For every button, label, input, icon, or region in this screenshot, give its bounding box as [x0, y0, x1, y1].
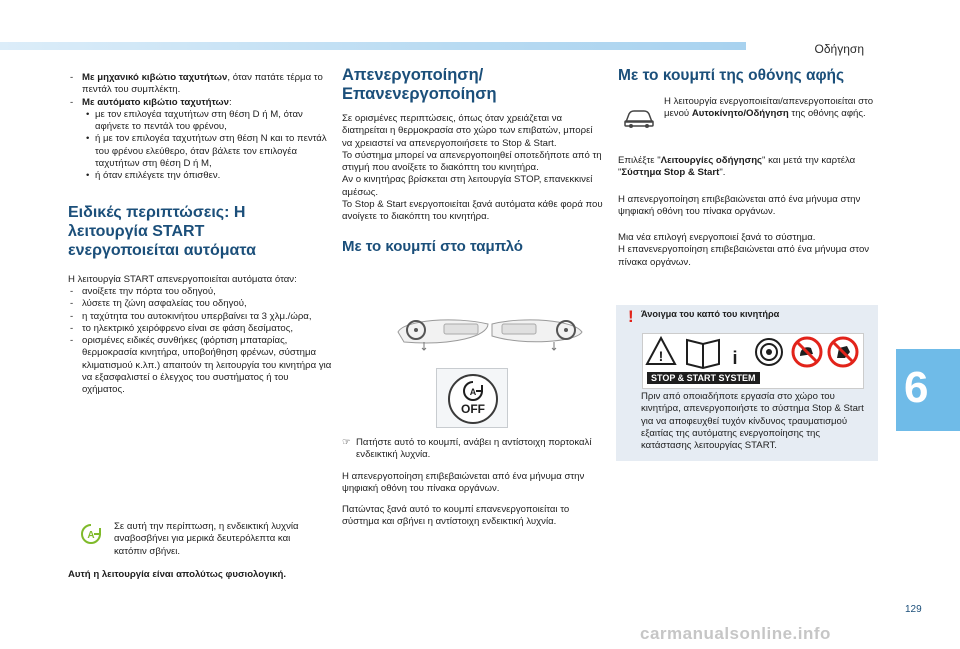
auto-gearbox-sublist: [68, 109, 332, 183]
gearbox-list: [68, 72, 332, 183]
car-screen-icon: [622, 106, 656, 135]
warning-box: [616, 305, 878, 461]
svg-text:i: i: [732, 348, 738, 368]
special-cases-list: [68, 286, 332, 397]
warning-exclamation-icon: !: [628, 307, 634, 326]
manual-gearbox-item: - Με μηχανικό κιβώτιο ταχυτήτων, όταν πατάτε τέρμα το πεντάλ του συμπλέκτη.: [68, 72, 332, 97]
svg-text:!: !: [658, 348, 664, 364]
middle-lower: [342, 437, 604, 538]
touchscreen-heading: Με το κουμπί της οθόνης αφής: [618, 67, 845, 84]
reselect-text: Μια νέα επιλογή ενεργοποιεί ξανά το σύστημα. Η επανενεργοποίηση επιβεβαιώνεται από ένα μήνυμα στον πίνακα οργάνων.: [618, 232, 870, 268]
deactivation-p4: Το Stop & Start ενεργοποιείται ξανά αυτόματα κάθε φορά που ανοίγετε το διακόπτη του κινητήρα.: [342, 199, 603, 223]
off-label: OFF: [461, 402, 485, 416]
watermark: carmanualsonline.info: [640, 624, 831, 643]
svg-text:A: A: [87, 530, 95, 541]
right-confirm-text: Η απενεργοποίηση επιβεβαιώνεται από ένα μήνυμα στην ψηφιακή οθόνη του πίνακα οργάνων.: [618, 193, 861, 217]
auto-start-icon: [450, 378, 496, 404]
dashboard-illustration: [394, 310, 586, 354]
special-cases-intro: Η λειτουργία START απενεργοποιείται αυτόματα όταν:: [68, 273, 297, 285]
list-item: - ανοίξετε την πόρτα του οδηγού,: [68, 286, 332, 298]
section-title: Οδήγηση: [814, 42, 864, 56]
dashboard-button-heading: Με το κουμπί στο ταμπλό: [342, 237, 523, 255]
auto-gearbox-item: - Με αυτόματο κιβώτιο ταχυτήτων: • με τον επιλογέα ταχυτήτων στη θέση D ή M, όταν αφήνετε το πεντάλ του φρένου, • ή με τον επιλογέα ταχυτήτων στη θέση N και το πεντάλ του φρένου ελεύθερο, όταν βάλετε τον επιλογέα ταχυτήτων στη θέση D ή M, • ή όταν επιλέγετε την όπισθεν.: [68, 97, 332, 183]
select-instruction: Επιλέξτε "Λειτουργίες οδήγησης" και μετά την καρτέλα "Σύστημα Stop & Start".: [618, 155, 856, 179]
chapter-tab: 6: [896, 349, 960, 431]
list-item: • ή όταν επιλέγετε την όπισθεν.: [68, 170, 332, 182]
middle-column: [342, 66, 604, 266]
sticker-label: STOP & START SYSTEM: [647, 372, 760, 384]
stop-start-sticker: [642, 333, 864, 389]
list-item: • ή με τον επιλογέα ταχυτήτων στη θέση N και το πεντάλ του φρένου ελεύθερο, όταν βάλετε τον επιλογέα ταχυτήτων στη θέση D ή M,: [68, 133, 332, 170]
sticker-pictograms: [643, 334, 863, 374]
top-accent-bar: [0, 42, 746, 50]
hand-pointer-icon: ☞: [342, 437, 351, 448]
deactivation-heading: Απενεργοποίηση/Επανενεργοποίηση: [342, 66, 497, 103]
list-item: - ορισμένες ειδικές συνθήκες (φόρτιση μπαταρίας, θερμοκρασία κινητήρα, υποβοήθηση φρένων, σύστημα κλιματισμού κ.λπ.) απαιτούν τη λειτουργία του κινητήρα για να εξασφαλιστεί ο έλεγχος του συστήματος ή του οχήματος.: [68, 335, 332, 396]
dashboard-drawing: [394, 310, 586, 354]
warning-text: Πριν από οποιαδήποτε εργασία στο χώρο του κινητήρα, απενεργοποιήστε το σύστημα Stop & Start για να αποφευχθεί τυχόν κίνδυνος τραυματισμού εξαιτίας της αυτόματης ενεργοποίησης της κατάστασης λειτουργίας START.: [641, 391, 864, 452]
note-text: Σε αυτή την περίπτωση, η ενδεικτική λυχνία αναβοσβήνει για μερικά δευτερόλεπτα και κατόπιν σβήνει.: [114, 521, 299, 557]
right-column: [618, 66, 880, 94]
confirm-text: Η απενεργοποίηση επιβεβαιώνεται από ένα μήνυμα στην ψηφιακή οθόνη του πίνακα οργάνων.: [342, 470, 585, 494]
left-column: [68, 72, 332, 407]
press-instruction: ☞ Πατήστε αυτό το κουμπί, ανάβει η αντίστοιχη πορτοκαλί ενδεικτική λυχνία.: [342, 437, 592, 461]
list-item: • με τον επιλογέα ταχυτήτων στη θέση D ή M, όταν αφήνετε το πεντάλ του φρένου,: [68, 109, 332, 134]
svg-text:A: A: [469, 387, 477, 397]
touch-intro: Η λειτουργία ενεργοποιείται/απενεργοποιείται στο μενού Αυτοκίνητο/Οδήγηση της οθόνης αφής.: [664, 96, 874, 120]
list-item: - η ταχύτητα του αυτοκινήτου υπερβαίνει τα 3 χλμ./ώρα,: [68, 311, 332, 323]
warning-title: Άνοιγμα του καπό του κινητήρα: [641, 309, 780, 319]
deactivation-p3: Αν ο κινητήρας βρίσκεται στη λειτουργία STOP, επανεκκινεί αμέσως.: [342, 174, 593, 198]
repress-text: Πατώντας ξανά αυτό το κουμπί επανενεργοποιείται το σύστημα και σβήνει η αντίστοιχη ενδεικτική λυχνία.: [342, 504, 570, 528]
note-bold: Αυτή η λειτουργία είναι απολύτως φυσιολογική.: [68, 569, 287, 580]
special-cases-heading: Ειδικές περιπτώσεις: Η λειτουργία START ενεργοποιείται αυτόματα: [68, 203, 256, 259]
right-body: [618, 155, 880, 278]
start-auto-icon: [80, 523, 102, 550]
list-item: - το ηλεκτρικό χειρόφρενο είναι σε φάση δεσίματος,: [68, 323, 332, 335]
stop-start-off-button[interactable]: [436, 368, 508, 428]
deactivation-p2: Το σύστημα μπορεί να απενεργοποιηθεί οποτεδήποτε από τη στιγμή που ανοίξετε το διακόπτη του κινητήρα.: [342, 149, 602, 174]
deactivation-p1: Σε ορισμένες περιπτώσεις, όπως όταν χρειάζεται να διατηρείται η θερμοκρασία στο χώρο των επιβατών, μπορεί να χρειαστεί να απενεργοποιήσετε το Stop & Start.: [342, 113, 593, 149]
list-item: - λύσετε τη ζώνη ασφαλείας του οδηγού,: [68, 298, 332, 310]
off-button-face: [448, 374, 498, 424]
page-number: 129: [905, 604, 922, 615]
